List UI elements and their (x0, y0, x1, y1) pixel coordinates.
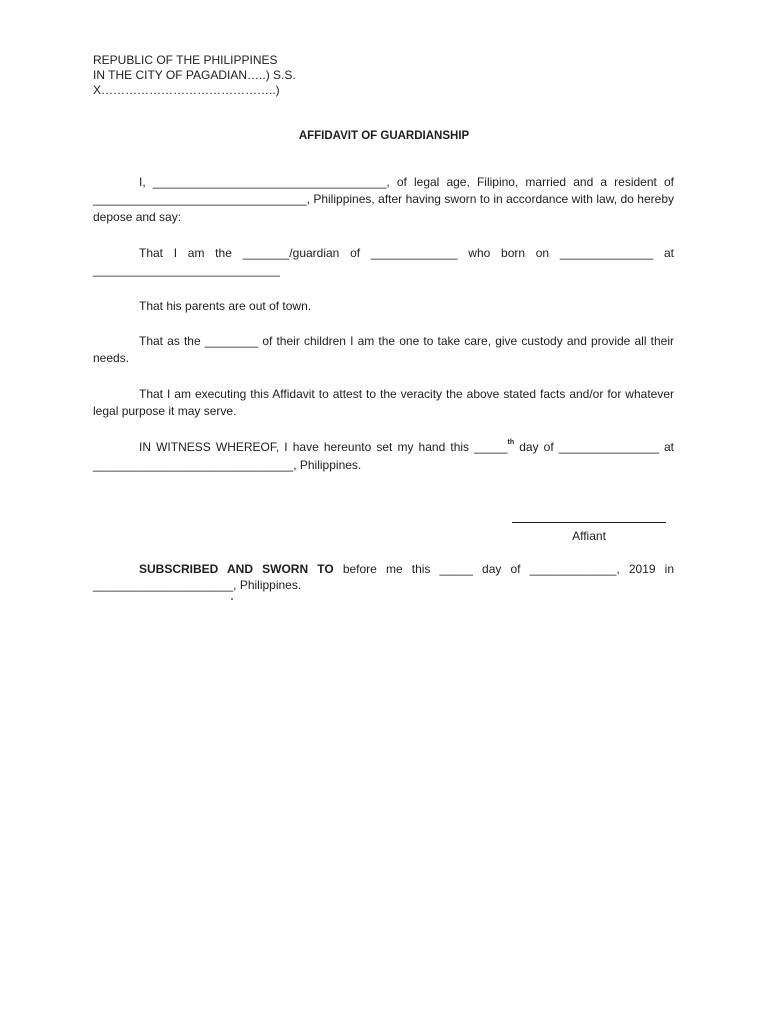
jurat-line2: _____________________, Philippines. (93, 578, 302, 592)
affiant-signature-line (512, 522, 666, 523)
para2-line1: That I am the _______/guardian of _____________ who born on ______________ at (139, 246, 674, 260)
header-city: IN THE CITY OF PAGADIAN…..) S.S. (93, 68, 296, 82)
header-x-line: X……………………………………..) (93, 83, 280, 97)
witness-line2: ______________________________, Philippines. (93, 458, 362, 472)
para1-line2: ________________________________, Philippines, after having sworn to in accordance with law, do hereby (93, 192, 674, 206)
para4-line1: That as the ________ of their children I am the one to take care, give custody and provide all their (139, 334, 674, 348)
para1-line1: I, ___________________________________, of legal age, Filipino, married and a resident of (139, 175, 674, 189)
para3: That his parents are out of town. (139, 299, 312, 313)
stray-dot (231, 598, 233, 600)
witness-line1-rest: day of _______________ at (514, 440, 675, 454)
witness-line1 (139, 440, 674, 454)
para2-line2: ____________________________ (93, 263, 280, 277)
header-republic: REPUBLIC OF THE PHILIPPINES (93, 53, 278, 67)
witness-line1-text: IN WITNESS WHEREOF, I have hereunto set my hand this _____ (139, 440, 508, 454)
affiant-label: Affiant (572, 529, 606, 543)
para5-line1: That I am executing this Affidavit to attest to the veracity the above stated facts and/or for whatever (139, 387, 674, 401)
para1-line3: depose and say: (93, 210, 182, 224)
document-title: AFFIDAVIT OF GUARDIANSHIP (298, 130, 470, 142)
jurat-bold-text: SUBSCRIBED AND SWORN TO (139, 562, 334, 576)
jurat-line1-rest: before me this _____ day of _____________, 2019 in (333, 562, 674, 576)
jurat-line1 (139, 562, 674, 576)
para5-line2: legal purpose it may serve. (93, 404, 237, 418)
ordinal-suffix: th (507, 439, 515, 446)
para4-line2: needs. (93, 351, 130, 365)
